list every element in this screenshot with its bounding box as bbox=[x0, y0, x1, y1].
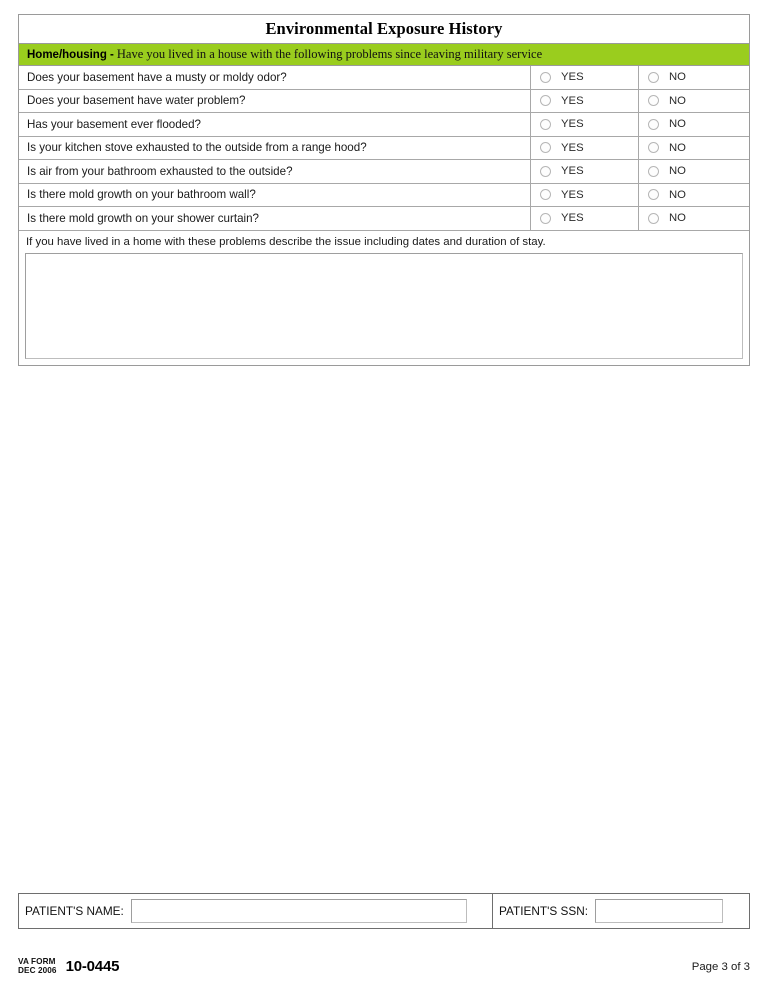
option-label-yes: YES bbox=[561, 71, 584, 84]
radio-icon[interactable] bbox=[648, 142, 659, 153]
question-6-yes-option[interactable] bbox=[531, 207, 639, 230]
patient-ssn-label: PATIENT'S SSN: bbox=[499, 904, 588, 918]
table-row bbox=[19, 184, 749, 208]
question-6-no-option[interactable] bbox=[639, 207, 749, 230]
patient-identification-box bbox=[18, 893, 750, 929]
question-label: Is air from your bathroom exhausted to the outside? bbox=[19, 160, 531, 183]
option-label-yes: YES bbox=[561, 118, 584, 131]
question-5-no-option[interactable] bbox=[639, 184, 749, 207]
details-textarea-wrapper bbox=[19, 253, 749, 365]
radio-icon[interactable] bbox=[540, 189, 551, 200]
question-4-no-option[interactable] bbox=[639, 160, 749, 183]
question-label: Does your basement have water problem? bbox=[19, 90, 531, 113]
question-2-no-option[interactable] bbox=[639, 113, 749, 136]
radio-icon[interactable] bbox=[540, 95, 551, 106]
patient-ssn-cell bbox=[493, 894, 749, 928]
details-instruction: If you have lived in a home with these problems describe the issue including dates and duration of stay. bbox=[26, 235, 546, 248]
table-row bbox=[19, 207, 749, 231]
table-row bbox=[19, 66, 749, 90]
environmental-exposure-form-table bbox=[18, 14, 750, 366]
document-footer bbox=[18, 958, 750, 975]
radio-icon[interactable] bbox=[540, 213, 551, 224]
option-label-no: NO bbox=[669, 212, 686, 225]
question-2-yes-option[interactable] bbox=[531, 113, 639, 136]
option-label-yes: YES bbox=[561, 212, 584, 225]
option-label-yes: YES bbox=[561, 94, 584, 107]
question-1-yes-option[interactable] bbox=[531, 90, 639, 113]
page-number: Page 3 of 3 bbox=[691, 960, 750, 973]
question-label: Is there mold growth on your shower curtain? bbox=[19, 207, 531, 230]
radio-icon[interactable] bbox=[540, 166, 551, 177]
radio-icon[interactable] bbox=[648, 166, 659, 177]
table-row bbox=[19, 160, 749, 184]
option-label-no: NO bbox=[669, 165, 686, 178]
option-label-no: NO bbox=[669, 141, 686, 154]
patient-name-label: PATIENT'S NAME: bbox=[25, 904, 124, 918]
option-label-yes: YES bbox=[561, 165, 584, 178]
question-1-no-option[interactable] bbox=[639, 90, 749, 113]
radio-icon[interactable] bbox=[648, 72, 659, 83]
radio-icon[interactable] bbox=[648, 119, 659, 130]
question-5-yes-option[interactable] bbox=[531, 184, 639, 207]
section-banner-question: Have you lived in a house with the following problems since leaving military service bbox=[116, 47, 543, 61]
table-row bbox=[19, 90, 749, 114]
option-label-no: NO bbox=[669, 118, 686, 131]
option-label-yes: YES bbox=[561, 141, 584, 154]
radio-icon[interactable] bbox=[648, 213, 659, 224]
radio-icon[interactable] bbox=[648, 95, 659, 106]
option-label-yes: YES bbox=[561, 188, 584, 201]
form-title-row bbox=[19, 15, 749, 44]
option-label-no: NO bbox=[669, 188, 686, 201]
question-label: Has your basement ever flooded? bbox=[19, 113, 531, 136]
question-0-no-option[interactable] bbox=[639, 66, 749, 89]
va-form-stamp bbox=[18, 958, 57, 975]
radio-icon[interactable] bbox=[540, 119, 551, 130]
option-label-no: NO bbox=[669, 94, 686, 107]
patient-name-input[interactable] bbox=[131, 899, 467, 923]
question-3-no-option[interactable] bbox=[639, 137, 749, 160]
table-row bbox=[19, 113, 749, 137]
radio-icon[interactable] bbox=[540, 72, 551, 83]
patient-name-cell bbox=[19, 894, 493, 928]
radio-icon[interactable] bbox=[540, 142, 551, 153]
page-title: Environmental Exposure History bbox=[265, 19, 503, 38]
details-textarea[interactable] bbox=[25, 253, 743, 359]
question-4-yes-option[interactable] bbox=[531, 160, 639, 183]
table-row bbox=[19, 137, 749, 161]
form-number: 10-0445 bbox=[65, 958, 120, 976]
question-label: Is your kitchen stove exhausted to the outside from a range hood? bbox=[19, 137, 531, 160]
va-form-line2: DEC 2006 bbox=[18, 965, 57, 975]
va-form-line1: VA FORM bbox=[18, 957, 56, 966]
question-label: Is there mold growth on your bathroom wall? bbox=[19, 184, 531, 207]
section-banner-label: Home/housing - bbox=[27, 48, 114, 61]
patient-ssn-input[interactable] bbox=[595, 899, 723, 923]
question-label: Does your basement have a musty or moldy odor? bbox=[19, 66, 531, 89]
radio-icon[interactable] bbox=[648, 189, 659, 200]
question-3-yes-option[interactable] bbox=[531, 137, 639, 160]
question-0-yes-option[interactable] bbox=[531, 66, 639, 89]
option-label-no: NO bbox=[669, 71, 686, 84]
section-banner-home-housing bbox=[19, 44, 749, 66]
